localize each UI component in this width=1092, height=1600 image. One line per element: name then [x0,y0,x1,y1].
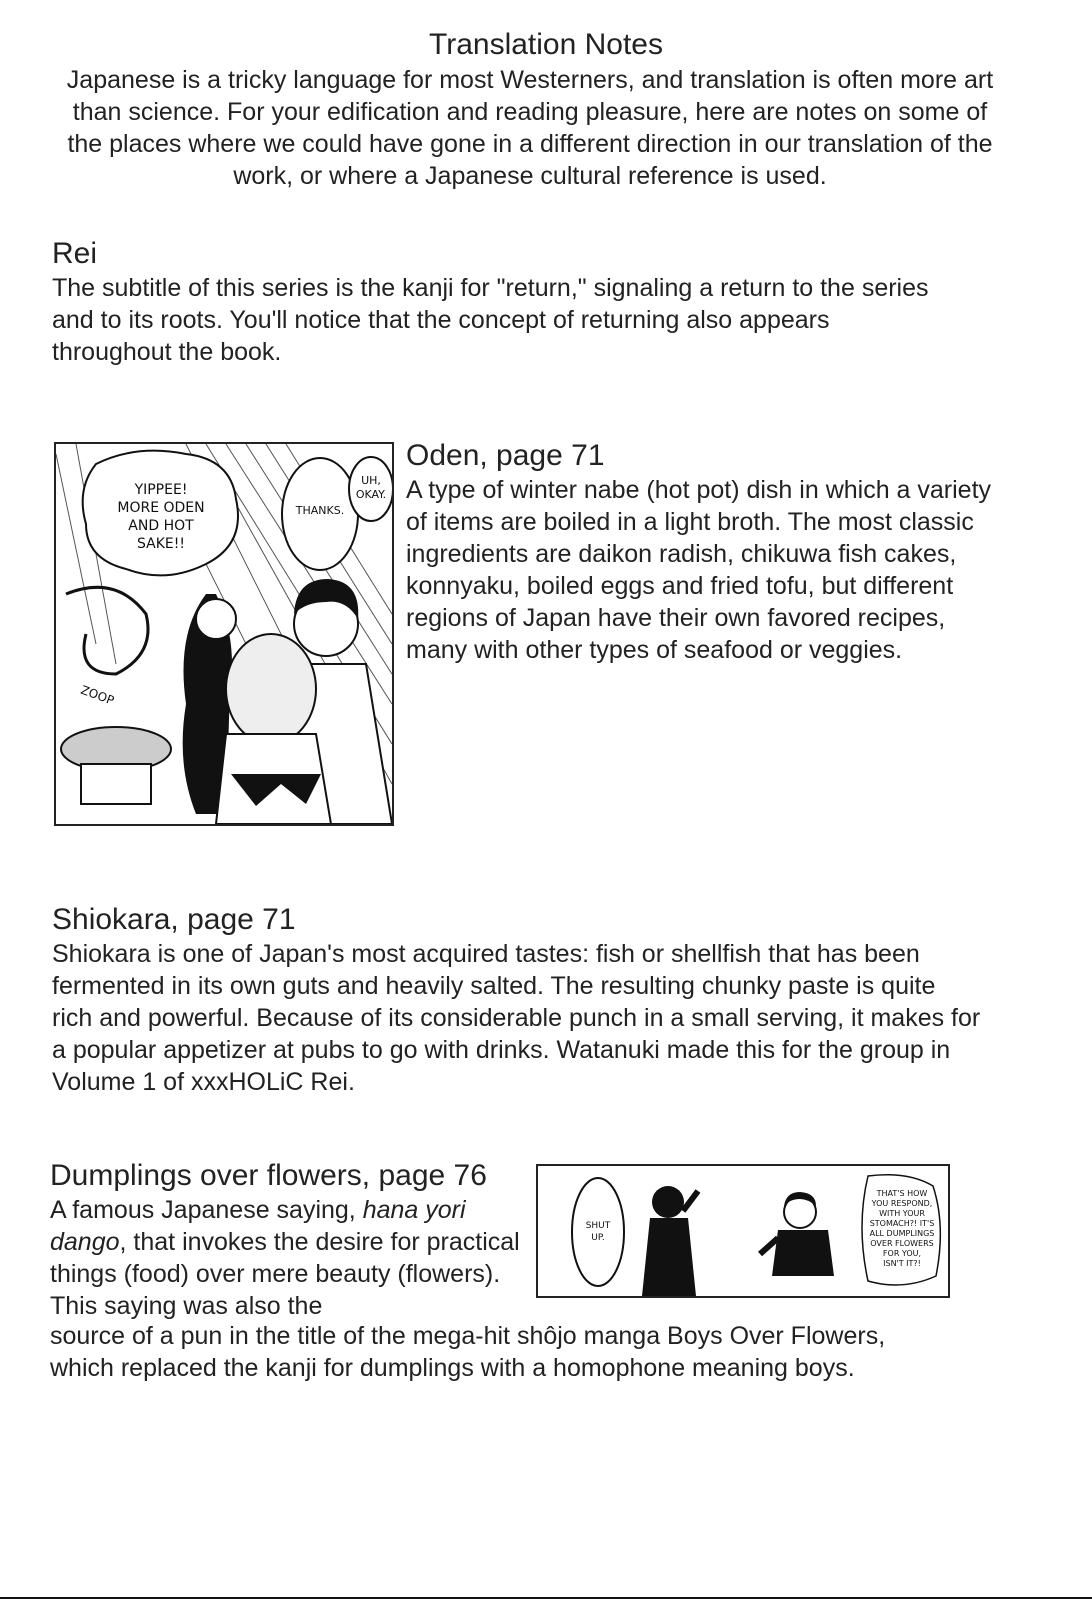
intro-paragraph: Japanese is a tricky language for most Westerners, and translation is often more art than science. For your edification and reading pleasure, here are notes on some of the places where we could have gone in a different direction in our translation of the work, or where a Japanese cultural reference is used. [66,66,994,190]
oden-manga-illustration [56,444,392,824]
dumplings-body-italic: hana yori dango [50,1196,466,1256]
dumplings-manga-panel [536,1164,950,1298]
dumplings-body-intro [50,1194,520,1322]
oden-bubble3-line1: UH, [361,474,381,487]
dumplings-bubble2-line6: OVER FLOWERS [870,1239,934,1248]
oden-body: A type of winter nabe (hot pot) dish in which a variety of items are boiled in a light broth. The most classic ingredients are daikon radish, chikuwa fish cakes, konnyaku, boiled eggs and fried tofu, but different regions of Japan have their own favored recipes, many with other types of seafood or veggies. [406,476,992,664]
dumplings-bubble1-line2: UP. [591,1233,605,1243]
dumplings-body-after: , that invokes the desire for practical things (food) over mere beauty (flowers). This saying was also the [50,1228,520,1320]
oden-bubble1-line2: MORE ODEN [117,500,205,516]
rei-body: The subtitle of this series is the kanji for "return," signaling a return to the series and to its roots. You'll notice that the concept of returning also appears throughout the book. [52,274,929,366]
oden-bubble1-line4: SAKE!! [137,536,185,552]
oden-heading: Oden, page 71 [406,439,605,472]
shiokara-body: Shiokara is one of Japan's most acquired tastes: fish or shellfish that has been fermented in its own guts and heavily salted. The resulting chunky paste is quite rich and powerful. Because of its considerable punch in a small serving, it makes for a popular appetizer at pubs to go with drinks. Watanuki made this for the group in Volume 1 of xxxHOLiC Rei. [52,940,981,1096]
dumplings-bubble2-line7: FOR YOU, [882,1249,922,1258]
dumplings-heading: Dumplings over flowers, page 76 [50,1159,487,1192]
dumplings-manga-illustration [538,1166,948,1296]
oden-manga-panel [54,442,394,826]
page-title: Translation Notes [429,28,663,61]
oden-bubble2-text: THANKS. [295,504,345,517]
dumplings-bubble1-line1: SHUT [585,1221,611,1231]
oden-sfx-text: ZOOP [78,682,116,708]
dumplings-bubble2-line1: THAT'S HOW [876,1189,928,1198]
dumplings-bubble2-line8: ISN'T IT?! [883,1259,921,1268]
oden-bubble1-line3: AND HOT [128,518,194,534]
dumplings-bubble2-line5: ALL DUMPLINGS [869,1229,935,1238]
oden-bubble3-line2: OKAY. [355,488,387,501]
oden-bubble1-line1: YIPPEE! [134,482,188,498]
bottom-border [0,1597,1092,1599]
dumplings-bubble2-line3: WITH YOUR [879,1209,925,1218]
dumplings-bubble2-line4: STOMACH?! IT'S [869,1219,935,1228]
dumplings-bubble2-line2: YOU RESPOND, [871,1199,933,1208]
dumplings-body-continued: source of a pun in the title of the mega-hit shôjo manga Boys Over Flowers, which replaced the kanji for dumplings with a homophone meaning boys. [50,1322,886,1382]
rei-heading: Rei [52,237,98,270]
shiokara-heading: Shiokara, page 71 [52,903,296,936]
dumplings-body-before: A famous Japanese saying, [50,1196,363,1224]
